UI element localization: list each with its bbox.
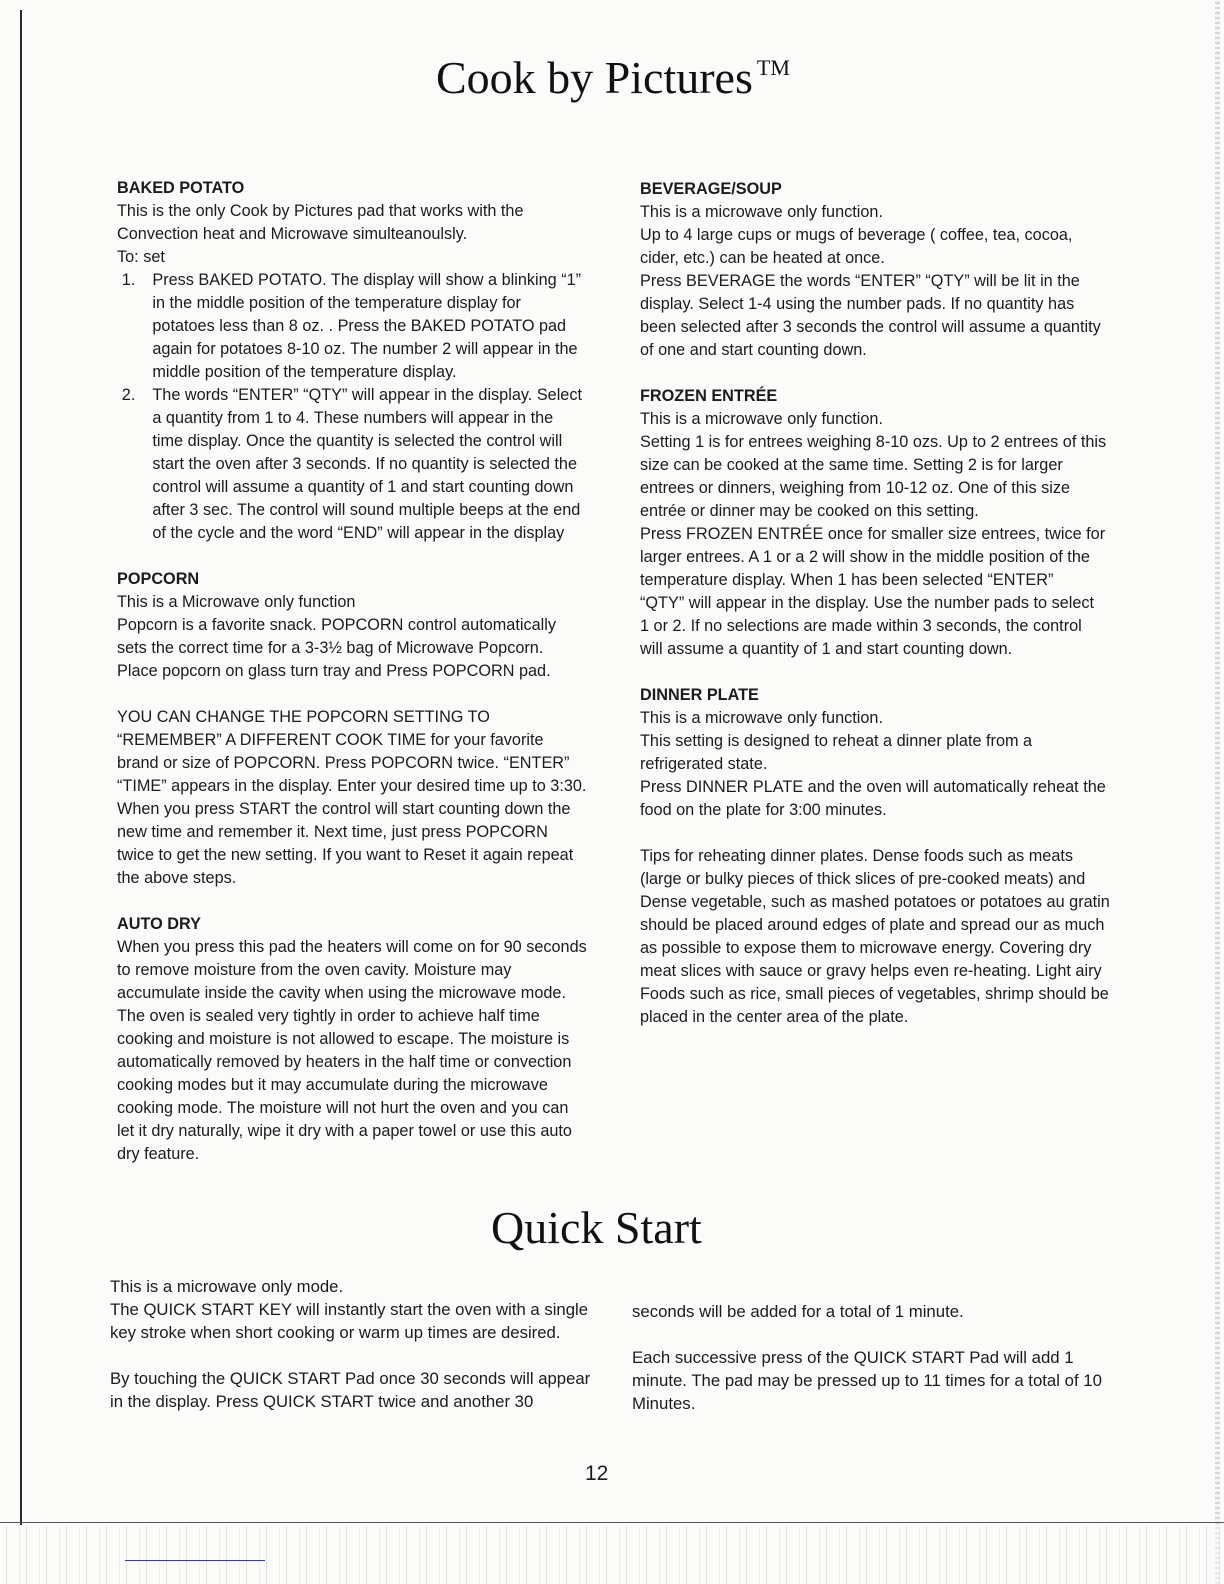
- text-line: Foods such as rice, small pieces of vegetables, shrimp should be: [640, 984, 1109, 1003]
- text-line: Press BAKED POTATO. The display will show a blinking “1”: [152, 270, 582, 289]
- text-line: as possible to expose them to microwave energy. Covering dry: [640, 938, 1092, 957]
- scan-bottom-edge: [0, 1522, 1224, 1523]
- page-number: 12: [585, 1462, 609, 1485]
- text-line: Dense vegetable, such as mashed potatoes or potatoes au gratin: [640, 892, 1110, 911]
- text-line: food on the plate for 3:00 minutes.: [640, 800, 887, 819]
- frozen-entree-heading: FROZEN ENTRÉE: [640, 386, 778, 405]
- text-line: seconds will be added for a total of 1 minute.: [632, 1302, 964, 1321]
- text-line: This is a microwave only function.: [640, 409, 883, 428]
- text-line: automatically removed by heaters in the half time or convection: [117, 1052, 572, 1071]
- scan-left-edge: [20, 10, 22, 1525]
- text-line: placed in the center area of the plate.: [640, 1007, 909, 1026]
- text-line: (large or bulky pieces of thick slices of pre-cooked meats) and: [640, 869, 1086, 888]
- text-line: control will assume a quantity of 1 and start counting down: [152, 477, 574, 496]
- text-line: larger entrees. A 1 or a 2 will show in the middle position of the: [640, 547, 1090, 566]
- text-line: new time and remember it. Next time, just press POPCORN: [117, 822, 548, 841]
- cook-by-pictures-title: [436, 52, 790, 103]
- right-column: [640, 177, 1110, 1028]
- text-line: Press BEVERAGE the words “ENTER” “QTY” will be lit in the: [640, 271, 1080, 290]
- step-number: 2.: [121, 385, 136, 404]
- text-line: entrée or dinner may be cooked on this setting.: [640, 501, 979, 520]
- text-line: cider, etc.) can be heated at once.: [640, 248, 885, 267]
- text-line: entrees or dinners, weighing from 10-12 oz. One of this size: [640, 478, 1071, 497]
- text-line: minute. The pad may be pressed up to 11 times for a total of 10: [632, 1371, 1102, 1390]
- popcorn-text: [117, 590, 566, 682]
- text-line: of the cycle and the word “END” will appear in the display: [152, 523, 565, 542]
- text-line: meat slices with sauce or gravy helps even re-heating. Light airy: [640, 961, 1102, 980]
- dinner-plate-heading: DINNER PLATE: [640, 685, 759, 704]
- text-line: This is a microwave only function.: [640, 708, 883, 727]
- auto-dry-heading: AUTO DRY: [117, 914, 201, 933]
- beverage-text: [640, 200, 1101, 361]
- text-line: a quantity from 1 to 4. These numbers will appear in the: [152, 408, 554, 427]
- quick-start-para-2: [110, 1367, 591, 1413]
- text-line: cooking mode. The moisture will not hurt the oven and you can: [117, 1098, 569, 1117]
- text-line: dry feature.: [117, 1144, 200, 1163]
- text-line: By touching the QUICK START Pad once 30 seconds will appear: [110, 1369, 591, 1388]
- text-line: again for potatoes 8-10 oz. The number 2 will appear in the: [152, 339, 578, 358]
- text-line: “QTY” will appear in the display. Use the number pads to select: [640, 593, 1095, 612]
- text-line: Press DINNER PLATE and the oven will automatically reheat the: [640, 777, 1106, 796]
- text-line: let it dry naturally, wipe it dry with a paper towel or use this auto: [117, 1121, 572, 1140]
- dinner-plate-tips: [640, 844, 1110, 1028]
- scan-noise: [0, 1526, 1224, 1584]
- step-text: [152, 383, 582, 544]
- text-line: sets the correct time for a 3-3½ bag of Microwave Popcorn.: [117, 638, 544, 657]
- text-line: in the display. Press QUICK START twice and another 30: [110, 1392, 534, 1411]
- text-line: This is a microwave only mode.: [110, 1277, 344, 1296]
- text-line: YOU CAN CHANGE THE POPCORN SETTING TO: [117, 707, 490, 726]
- cook-by-pictures-title-text: Cook by Pictures: [436, 52, 753, 103]
- text-line: the above steps.: [117, 868, 237, 887]
- text-line: to remove moisture from the oven cavity. Moisture may: [117, 960, 512, 979]
- auto-dry-section: [117, 912, 587, 1165]
- baked-potato-step-2: [117, 383, 582, 544]
- frozen-entree-section: [640, 384, 1107, 660]
- text-line: temperature display. When 1 has been selected “ENTER”: [640, 570, 1054, 589]
- trademark-mark: TM: [756, 55, 790, 80]
- text-line: This is a Microwave only function: [117, 592, 356, 611]
- baked-potato-heading: BAKED POTATO: [117, 178, 245, 197]
- quick-start-para-3: [632, 1300, 1095, 1323]
- dinner-plate-section: [640, 683, 1110, 1028]
- text-line: When you press START the control will start counting down the: [117, 799, 571, 818]
- beverage-heading: BEVERAGE/SOUP: [640, 179, 782, 198]
- text-line: Setting 1 is for entrees weighing 8-10 ozs. Up to 2 entrees of this: [640, 432, 1107, 451]
- text-line: This is a microwave only function.: [640, 202, 883, 221]
- left-column: [117, 176, 587, 1165]
- quick-start-para-1: [110, 1275, 589, 1344]
- text-line: will assume a quantity of 1 and start counting down.: [640, 639, 1013, 658]
- beverage-section: [640, 177, 1101, 361]
- text-line: Press FROZEN ENTRÉE once for smaller size entrees, twice for: [640, 524, 1106, 543]
- text-line: middle position of the temperature display.: [152, 362, 457, 381]
- text-line: Convection heat and Microwave simulteanoulsly.: [117, 224, 468, 243]
- text-line: potatoes less than 8 oz. . Press the BAKED POTATO pad: [152, 316, 567, 335]
- text-line: twice to get the new setting. If you want to Reset it again repeat: [117, 845, 574, 864]
- popcorn-section: [117, 567, 587, 889]
- text-line: The words “ENTER” “QTY” will appear in the display. Select: [152, 385, 582, 404]
- text-line: brand or size of POPCORN. Press POPCORN twice. “ENTER”: [117, 753, 570, 772]
- step-number: 1.: [121, 270, 136, 289]
- text-line: The QUICK START KEY will instantly start the oven with a single: [110, 1300, 589, 1319]
- text-line: in the middle position of the temperature display for: [152, 293, 521, 312]
- text-line: To: set: [117, 247, 165, 266]
- text-line: start the oven after 3 seconds. If no quantity is selected the: [152, 454, 577, 473]
- step-text: [152, 268, 581, 383]
- text-line: 1 or 2. If no selections are made within 3 seconds, the control: [640, 616, 1082, 635]
- text-line: Place popcorn on glass turn tray and Press POPCORN pad.: [117, 661, 551, 680]
- text-line: Minutes.: [632, 1394, 696, 1413]
- text-line: Tips for reheating dinner plates. Dense foods such as meats: [640, 846, 1074, 865]
- frozen-entree-text: [640, 407, 1107, 660]
- text-line: display. Select 1-4 using the number pads. If no quantity has: [640, 294, 1075, 313]
- text-line: of one and start counting down.: [640, 340, 867, 359]
- baked-potato-step-1: [117, 268, 582, 383]
- text-line: Each successive press of the QUICK START Pad will add 1: [632, 1348, 1074, 1367]
- text-line: key stroke when short cooking or warm up times are desired.: [110, 1323, 561, 1342]
- text-line: been selected after 3 seconds the control will assume a quantity: [640, 317, 1101, 336]
- text-line: cooking and moisture is not allowed to escape. The moisture is: [117, 1029, 570, 1048]
- baked-potato-section: [117, 176, 582, 544]
- text-line: When you press this pad the heaters will come on for 90 seconds: [117, 937, 587, 956]
- text-line: This is the only Cook by Pictures pad that works with the: [117, 201, 524, 220]
- baked-potato-intro: [117, 199, 566, 268]
- text-line: “TIME” appears in the display. Enter your desired time up to 3:30.: [117, 776, 587, 795]
- popcorn-change-text: [117, 705, 587, 889]
- auto-dry-text: [117, 935, 587, 1165]
- text-line: should be placed around edges of plate and spread our as much: [640, 915, 1105, 934]
- quick-start-right-column: [632, 1300, 1102, 1415]
- text-line: Up to 4 large cups or mugs of beverage ( coffee, tea, cocoa,: [640, 225, 1073, 244]
- scan-right-edge: [1215, 0, 1220, 1584]
- quick-start-left-column: [110, 1275, 591, 1413]
- text-line: The oven is sealed very tightly in order to achieve half time: [117, 1006, 540, 1025]
- dinner-plate-text: [640, 706, 1106, 821]
- quick-start-para-4: [632, 1346, 1102, 1415]
- text-line: “REMEMBER” A DIFFERENT COOK TIME for your favorite: [117, 730, 544, 749]
- text-line: accumulate inside the cavity when using the microwave mode.: [117, 983, 566, 1002]
- text-line: Popcorn is a favorite snack. POPCORN control automatically: [117, 615, 556, 634]
- text-line: refrigerated state.: [640, 754, 768, 773]
- text-line: size can be cooked at the same time. Setting 2 is for larger: [640, 455, 1063, 474]
- quick-start-title: Quick Start: [491, 1202, 702, 1253]
- text-line: time display. Once the quantity is selected the control will: [152, 431, 563, 450]
- text-line: This setting is designed to reheat a dinner plate from a: [640, 731, 1033, 750]
- bottom-rule: [125, 1560, 265, 1561]
- popcorn-heading: POPCORN: [117, 569, 200, 588]
- text-line: after 3 sec. The control will sound multiple beeps at the end: [152, 500, 581, 519]
- text-line: cooking modes but it may accumulate during the microwave: [117, 1075, 548, 1094]
